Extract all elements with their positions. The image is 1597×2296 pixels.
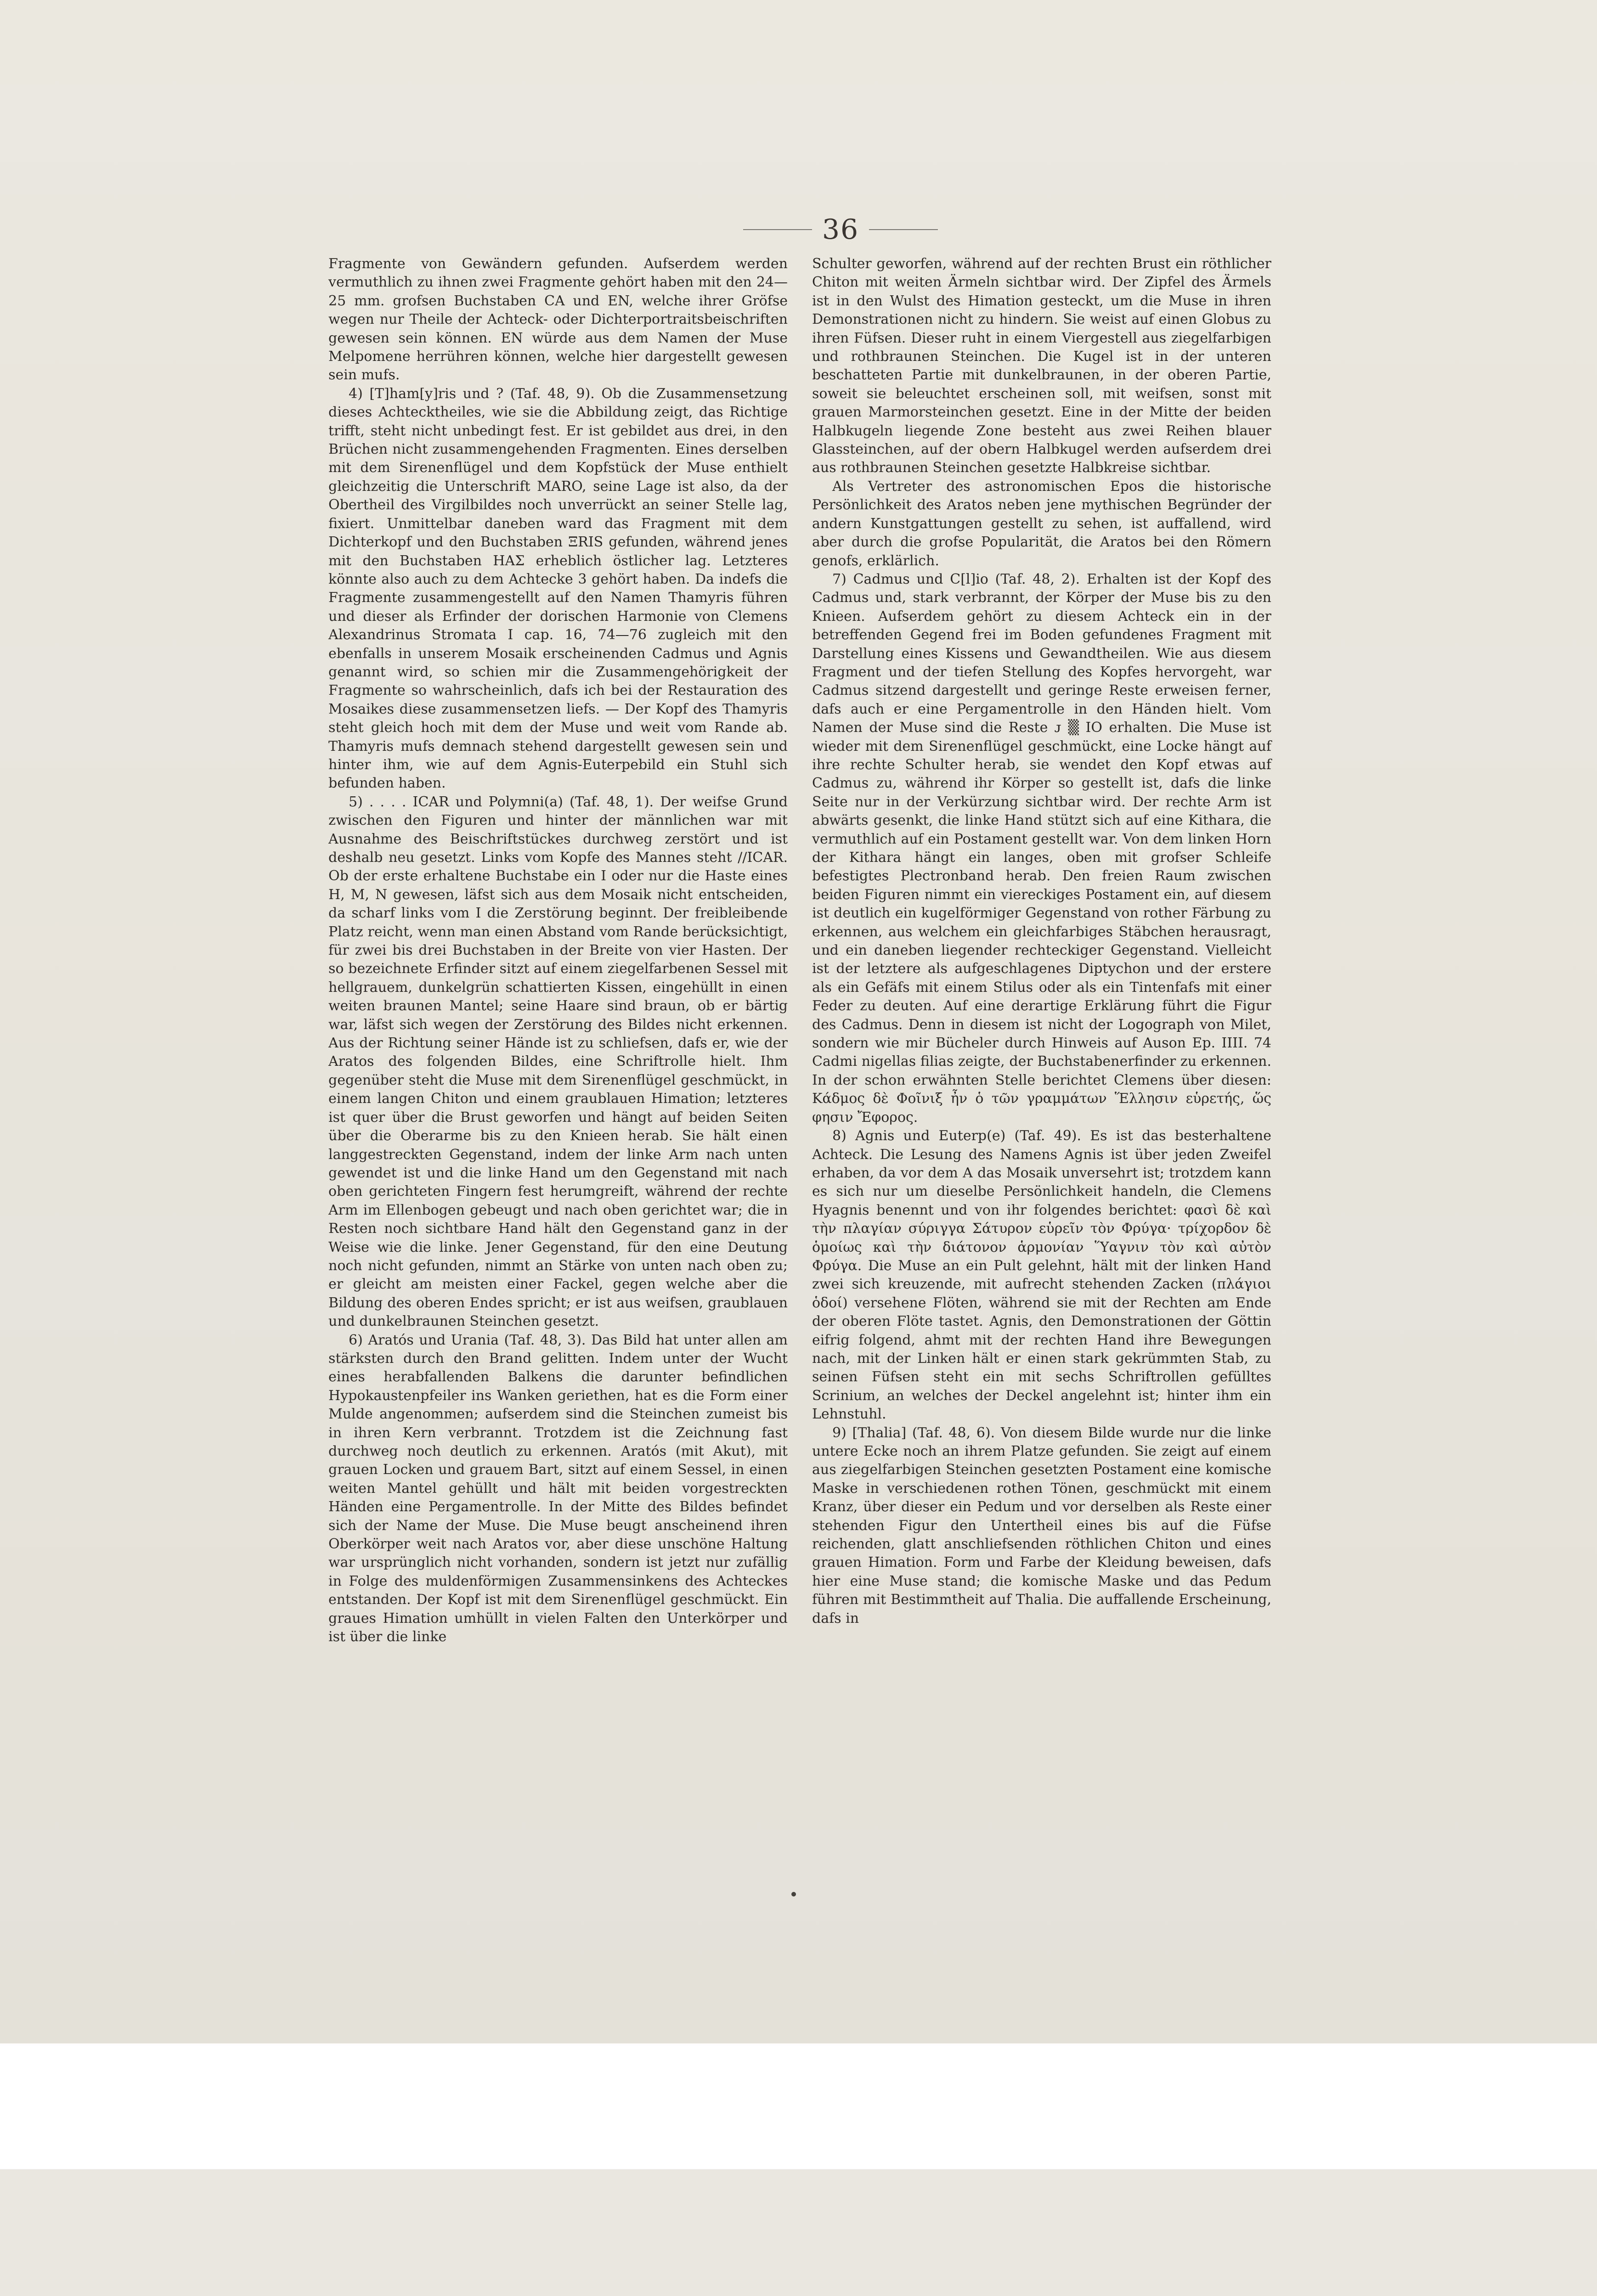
paragraph: 9) [Thalia] (Taf. 48, 6). Von diesem Bilde wurde nur die linke untere Ecke noch an ihrem Platze gefunden. Sie zeigt auf einem aus ziegelfarbigen Steinchen gesetzten Postament eine komische Maske in verschiedenen rothen Tönen, geschmückt mit einem Kranz, über dieser ein Pedum und vor derselben als Reste einer stehenden Figur den Untertheil eines bis auf die Füfse reichenden, glatt anschliefsenden röthlichen Chiton und eines grauen Himation. Form und Farbe der Kleidung beweisen, dafs hier eine Muse stand; die komische Maske und das Pedum führen mit Bestimmtheit auf Thalia. Die auffallende Erscheinung, dafs in [812, 1424, 1271, 1626]
paragraph: Fragmente von Gewändern gefunden. Aufserdem werden vermuthlich zu ihnen zwei Fragmente gehört haben mit den 24—25 mm. grofsen Buchstaben CA und EN, welche ihrer Gröfse wegen nur Theile der Achteck- oder Dichterportraitsbeischriften gewesen sein können. EN würde aus dem Namen der Muse Melpomene herrühren können, welche hier dargestellt gewesen sein mufs. [328, 256, 788, 383]
page-header [717, 214, 965, 246]
paragraph: 4) [T]ham[y]ris und ? (Taf. 48, 9). Ob die Zusammensetzung dieses Achtecktheiles, wie sie die Abbildung zeigt, das Richtige trifft, steht nicht unbedingt fest. Er ist gebildet aus drei, in den Brüchen nicht zusammengehenden Fragmenten. Eines derselben mit dem Sirenenflügel und dem Kopfstück der Muse enthielt gleichzeitig die Unterschrift MARO, seine Lage ist also, da der Obertheil des Virgilbildes noch unverrückt an seiner Stelle lag, fixiert. Unmittelbar daneben ward das Fragment mit dem Dichterkopf und den Buchstaben ΞRIS gefunden, während jenes mit den Buchstaben ΗΑΣ erheblich östlicher lag. Letzteres könnte also auch zu dem Achtecke 3 gehört haben. Da indefs die Fragmente zusammengestellt auf den Namen Thamyris führen und dieser als Erfinder der dorischen Harmonie von Clemens Alexandrinus Stromata I cap. 16, 74—76 zugleich mit den ebenfalls in unserem Mosaik erscheinenden Cadmus und Agnis genannt wird, so schien mir die Zusammengehörigkeit der Fragmente so wahrscheinlich, dafs ich bei der Restauration des Mosaikes diese zusammensetzen liefs. — Der Kopf des Thamyris steht gleich hoch mit dem der Muse und weit vom Rande ab. Thamyris mufs demnach stehend dargestellt gewesen sein und hinter ihm, wie auf dem Agnis-Euterpebild ein Stuhl sich befunden haben. [328, 385, 788, 792]
page-number: 36 [822, 214, 859, 246]
paragraph: 5) . . . . ICAR und Polymni(a) (Taf. 48, 1). Der weifse Grund zwischen den Figuren und hinter der männlichen war mit Ausnahme des Beischriftstückes durchweg zerstört und ist deshalb neu gesetzt. Links vom Kopfe des Mannes steht //ICAR. Ob der erste erhaltene Buchstabe ein I oder nur die Haste eines H, M, N gewesen, läfst sich aus dem Mosaik nicht entscheiden, da scharf links vom I die Zerstörung beginnt. Der freibleibende Platz reicht, wenn man einen Abstand vom Rande berücksichtigt, für zwei bis drei Buchstaben in der Breite von vier Hasten. Der so bezeichnete Erfinder sitzt auf einem ziegelfarbenen Sessel mit hellgrauem, dunkelgrün schattierten Kissen, eingehüllt in einen weiten braunen Mantel; seine Haare sind braun, ob er bärtig war, läfst sich wegen der Zerstörung des Bildes nicht erkennen. Aus der Richtung seiner Hände ist zu schliefsen, dafs er, wie der Aratos des folgenden Bildes, eine Schriftrolle hielt. Ihm gegenüber steht die Muse mit dem Sirenenflügel geschmückt, in einem langen Chiton und einem graublauen Himation; letzteres ist quer über die Brust geworfen und hängt auf beiden Seiten über die Oberarme bis zu den Knieen herab. Sie hält einen langgestreckten Gegenstand, indem der linke Arm nach unten gewendet ist und die linke Hand um den Gegenstand mit nach oben gerichteten Fingern fest herumgreift, während der rechte Arm im Ellenbogen gebeugt und nach oben gerichtet war; die in Resten noch sichtbare Hand hält den Gegenstand ganz in der Weise wie die linke. Jener Gegenstand, für den eine Deutung noch nicht gefunden, nimmt an Stärke von unten nach oben zu; er gleicht am meisten einer Fackel, gegen welche aber die Bildung des oberen Endes spricht; er ist aus weifsen, graublauen und dunkelbraunen Steinchen gesetzt. [328, 793, 788, 1330]
paragraph: 7) Cadmus und C[l]io (Taf. 48, 2). Erhalten ist der Kopf des Cadmus und, stark verbrannt, der Körper der Muse bis zu den Knieen. Aufserdem gehört zu diesem Achteck ein in der betreffenden Gegend frei im Boden gefundenes Fragment mit Darstellung eines Kissens und Gewandtheilen. Wie aus diesem Fragment und der tiefen Stellung des Kopfes hervorgeht, war Cadmus sitzend dargestellt und geringe Reste erweisen ferner, dafs auch er eine Pergamentrolle in den Händen hielt. Vom Namen der Muse sind die Reste ᴊ ▒ IO erhalten. Die Muse ist wieder mit dem Sirenenflügel geschmückt, eine Locke hängt auf ihre rechte Schulter herab, sie wendet den Kopf etwas auf Cadmus zu, während ihr Körper so gestellt ist, dafs die linke Seite nur in der Verkürzung sichtbar wird. Der rechte Arm ist abwärts gesenkt, die linke Hand stützt sich auf eine Kithara, die vermuthlich auf ein Postament gestellt war. Von dem linken Horn der Kithara hängt ein langes, oben mit grofser Schleife befestigtes Plectronband herab. Den freien Raum zwischen beiden Figuren nimmt ein viereckiges Postament ein, auf diesem ist deutlich ein kugelförmiger Gegenstand von rother Färbung zu erkennen, aus welchem ein gleichfarbiges Stäbchen herausragt, und ein daneben liegender rechteckiger Gegenstand. Vielleicht ist der letztere als aufgeschlagenes Diptychon und der erstere als ein Gefäfs mit einem Stilus oder als ein Tintenfafs mit einer Feder zu deuten. Auf eine derartige Erklärung führt die Figur des Cadmus. Denn in diesem ist nicht der Logograph von Milet, sondern wie mir Bücheler durch Hinweis auf Auson Ep. IIII. 74 Cadmi nigellas filias zeigte, der Buchstabenerfinder zu erkennen. In der schon erwähnten Stelle berichtet Clemens über diesen: Κάδμος δὲ Φοῖνιξ ἦν ὁ τῶν γραμμάτων Ἕλλησιν εὑρετής, ὥς φησιν Ἔφορος. [812, 571, 1271, 1125]
header-rule-right [869, 229, 938, 230]
paragraph: Schulter geworfen, während auf der rechten Brust ein röthlicher Chiton mit weiten Ärmeln sichtbar wird. Der Zipfel des Ärmels ist in den Wulst des Himation gesteckt, um die Muse in ihren Demonstrationen nicht zu hindern. Sie weist auf einen Globus zu ihren Füfsen. Dieser ruht in einem Viergestell aus ziegelfarbigen und rothbraunen Steinchen. Die Kugel ist in der unteren beschatteten Partie mit dunkelbraunen, in der oberen Partie, soweit sie beleuchtet erscheinen soll, mit weifsen, sonst mit grauen Marmorsteinchen gesetzt. Eine in der Mitte der beiden Halbkugeln liegende Zone besteht aus zwei Reihen blauer Glassteinchen, auf der obern Halbkugel werden aufserdem drei aus rothbraunen Steinchen gesetzte Halbkreise sichtbar. [812, 256, 1271, 476]
text-column-right [812, 255, 1271, 1628]
paragraph: 8) Agnis und Euterp(e) (Taf. 49). Es ist das besterhaltene Achteck. Die Lesung des Namens Agnis ist über jeden Zweifel erhaben, da vor dem A das Mosaik unversehrt ist; trotzdem kann es sich nur um dieselbe Persönlichkeit handeln, die Clemens Hyagnis benennt und von ihr folgendes berichtet: φασὶ δὲ καὶ τὴν πλαγίαν σύριγγα Σάτυρον εὑρεῖν τὸν Φρύγα· τρίχορδον δὲ ὁμοίως καὶ τὴν διάτονον ἁρμονίαν Ὕαγνιν τὸν καὶ αὐτὸν Φρύγα. Die Muse an ein Pult gelehnt, hält mit der linken Hand zwei sich kreuzende, mit aufrecht stehenden Zacken (πλάγιοι ὁδοί) versehene Flöten, während sie mit der Rechten am Ende der oberen Flöte tastet. Agnis, den Demonstrationen der Göttin eifrig folgend, ahmt mit der rechten Hand ihre Bewegungen nach, mit der Linken hält er einen stark gekrümmten Stab, zu seinen Füfsen steht ein mit sechs Schriftrollen gefülltes Scrinium, an welches der Deckel angelehnt ist; hinter ihm ein Lehnstuhl. [812, 1128, 1271, 1423]
ink-dot [791, 1892, 796, 1896]
paragraph: 6) Aratós und Urania (Taf. 48, 3). Das Bild hat unter allen am stärksten durch den Brand gelitten. Indem unter der Wucht eines herabfallenden Balkens die darunter befindlichen Hypokaustenpfeiler ins Wanken geriethen, hat es die Form einer Mulde angenommen; aufserdem sind die Steinchen zumeist bis in ihren Kern verbrannt. Trotzdem ist die Zeichnung fast durchweg noch deutlich zu erkennen. Aratós (mit Akut), mit grauen Locken und grauem Bart, sitzt auf einem Sessel, in einen weiten Mantel gehüllt und hält mit beiden vorgestreckten Händen eine Pergamentrolle. In der Mitte des Bildes befindet sich der Name der Muse. Die Muse beugt anscheinend ihren Oberkörper weit nach Aratos vor, aber diese unschöne Haltung war ursprünglich nicht vorhanden, sondern ist jetzt nur zufällig in Folge des muldenförmigen Zusammensinkens des Achteckes entstanden. Der Kopf ist mit dem Sirenenflügel geschmückt. Ein graues Himation umhüllt in vielen Falten den Unterkörper und ist über die linke [328, 1332, 788, 1645]
footer-bar [0, 2043, 1597, 2169]
header-rule-left [743, 229, 812, 230]
paragraph: Als Vertreter des astronomischen Epos die historische Persönlichkeit des Aratos neben jene mythischen Begründer der andern Kunstgattungen gestellt zu sehen, ist auffallend, wird aber durch die grofse Popularität, die Aratos bei den Römern genofs, erklärlich. [812, 478, 1271, 569]
text-column-left [328, 255, 788, 1646]
